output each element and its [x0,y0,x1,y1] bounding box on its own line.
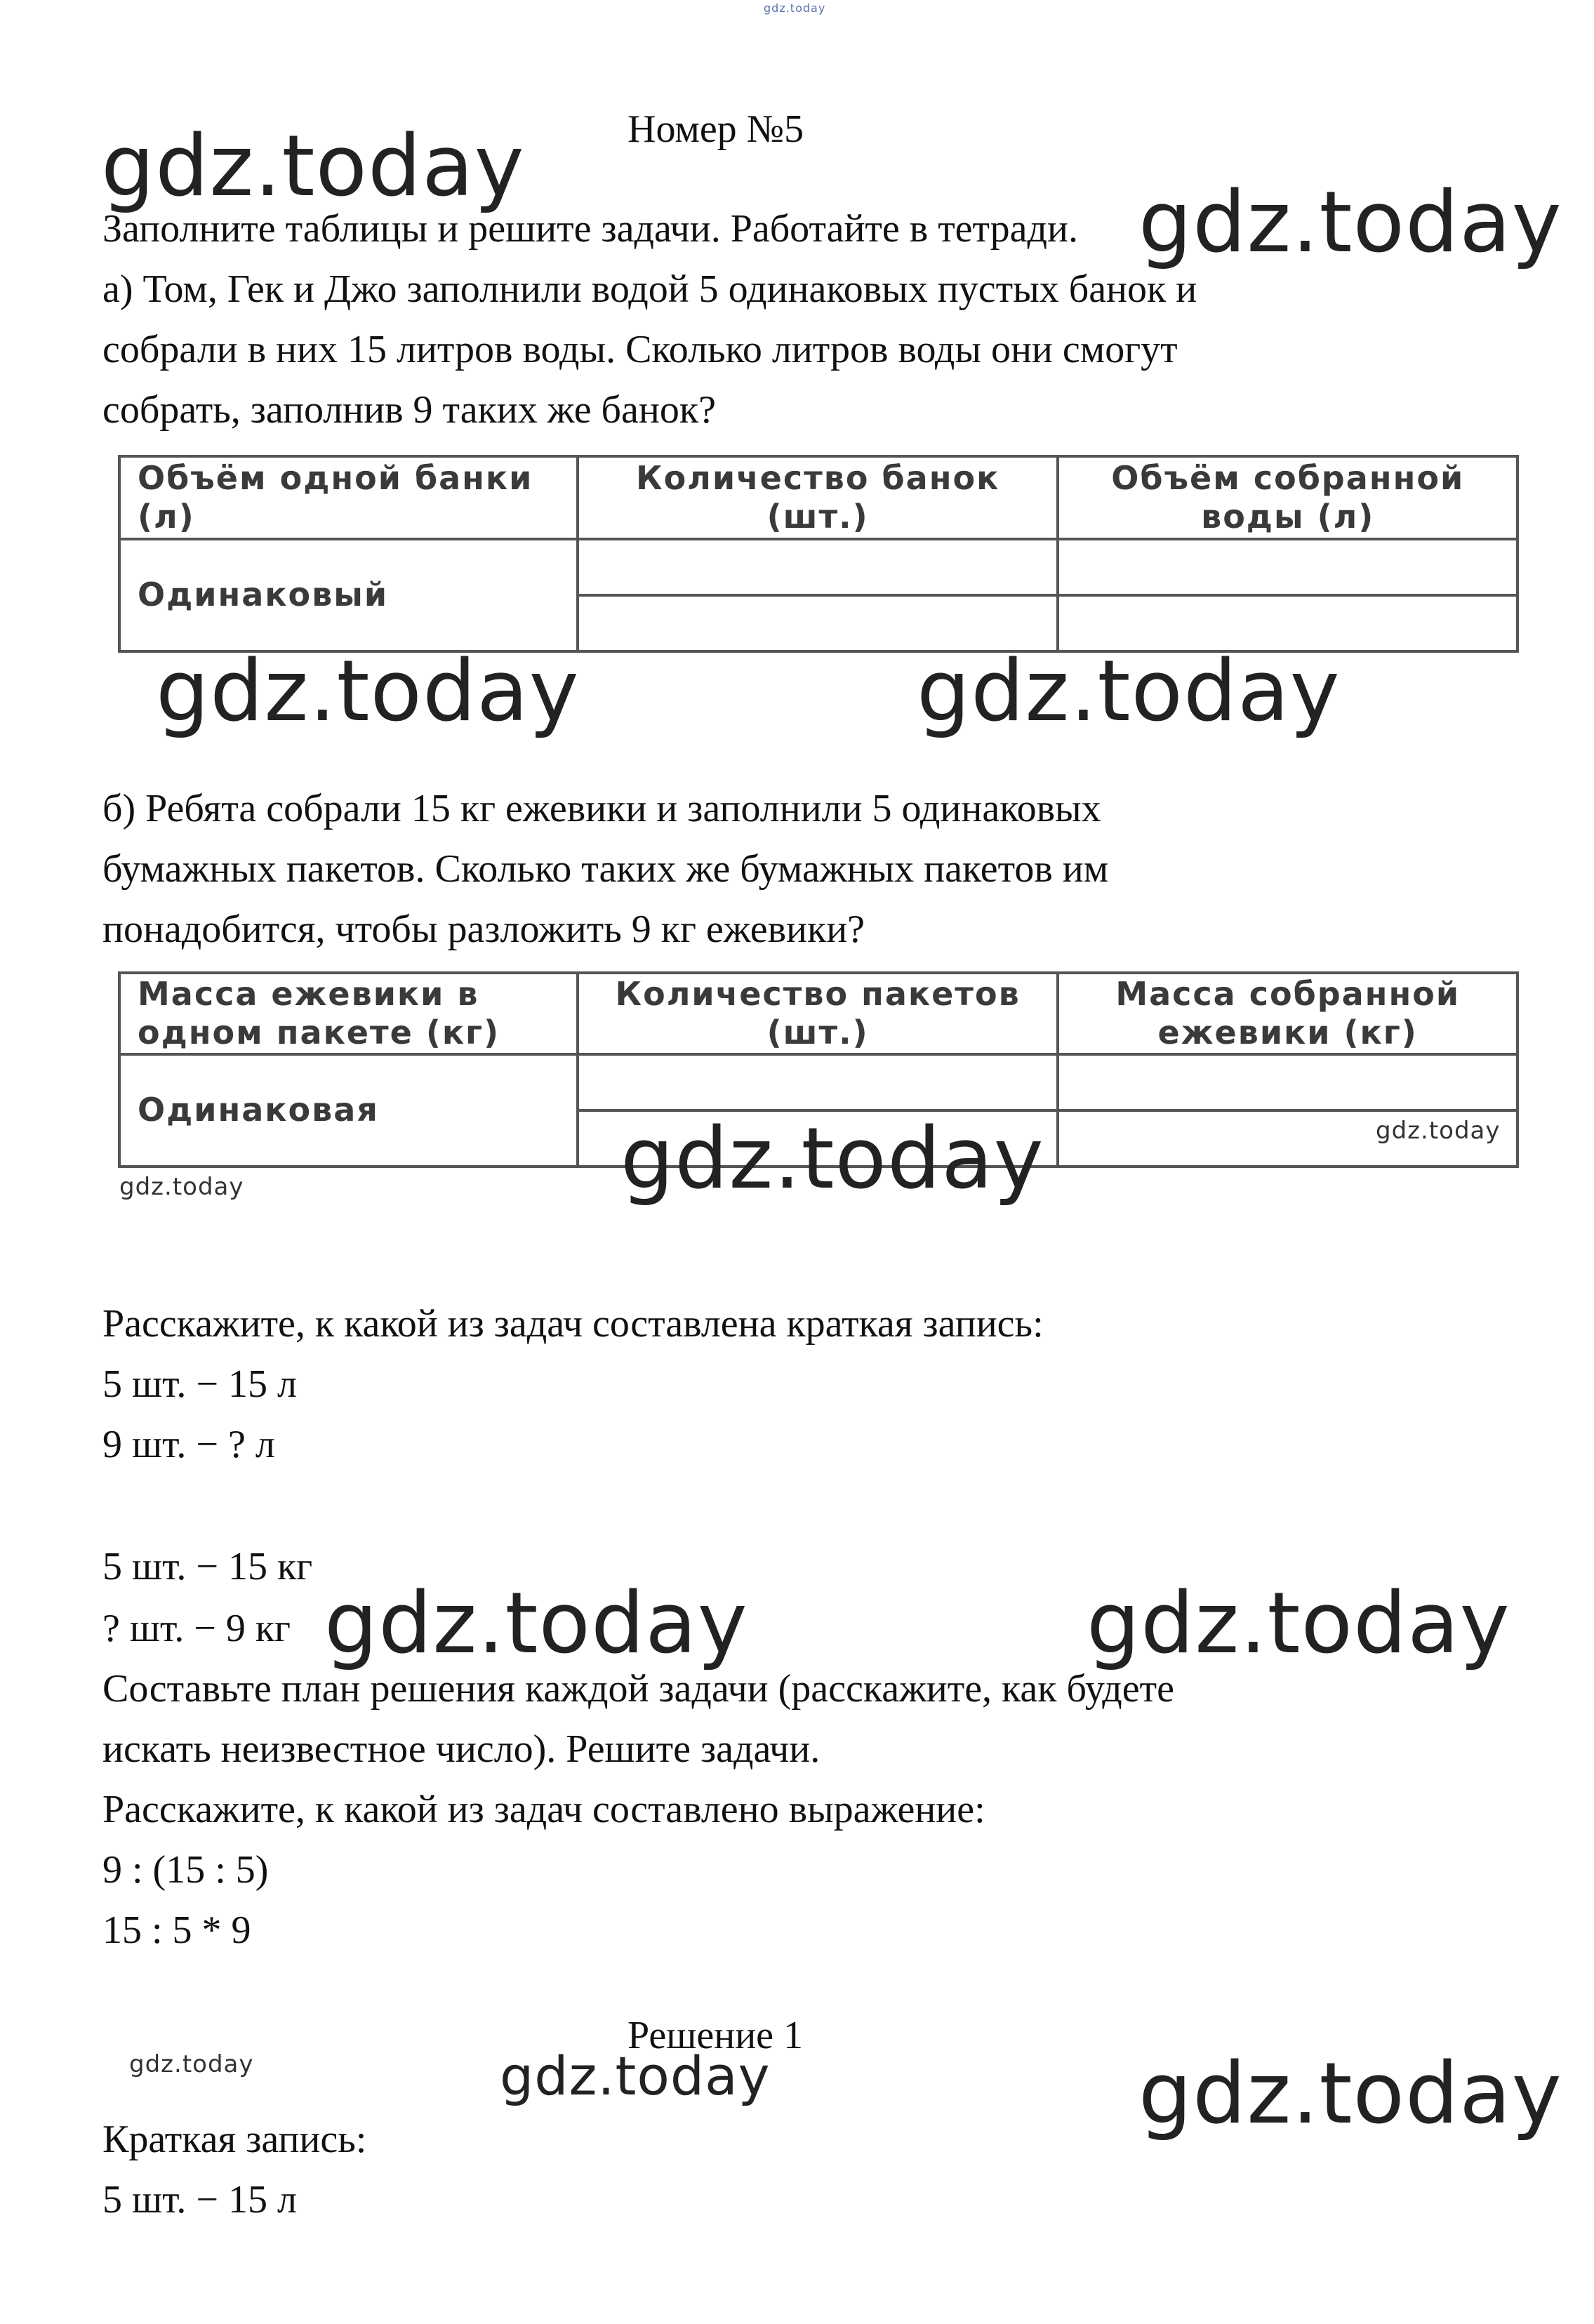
short-record-question: Расскажите, к какой из задач составлена краткая запись: [102,1302,1044,1346]
table-a-header-count: Количество банок (шт.) [578,456,1058,539]
solution-label: Краткая запись: [102,2118,367,2161]
watermark-small: gdz.today [1376,1117,1501,1145]
problem-b-line: понадобится, чтобы разложить 9 кг ежевики? [102,908,865,951]
problem-a-line: а) Том, Гек и Джо заполнили водой 5 одинаковых пустых банок и [102,267,1197,311]
problem-a-line: собрать, заполнив 9 таких же банок? [102,388,716,432]
short-record-2-line: ? шт. − 9 кг [102,1607,291,1650]
watermark-small: gdz.today [129,2050,254,2078]
table-b-header-total-line2: ежевики (кг) [1157,1014,1418,1051]
short-record-1-line: 9 шт. − ? л [102,1423,275,1466]
table-a-row-label: Одинаковый [119,539,578,651]
table-b-header-count: Количество пакетов (шт.) [578,973,1058,1054]
watermark-logo: gdz.today [1138,2045,1562,2143]
table-b-header-total-line1: Масса собранной [1115,974,1461,1013]
watermark-logo: gdz.today [101,118,525,215]
watermark-logo: gdz.today [156,643,580,741]
solution-title: Решение 1 [627,2014,804,2057]
table-b-header-mass-line2: одном пакете (кг) [138,1014,500,1051]
table-a-header-volume: Объём одной банки (л) [119,456,578,539]
expression-question: Расскажите, к какой из задач составлено выражение: [102,1788,985,1831]
watermark-small: gdz.today [119,1173,244,1201]
table-b-header-mass-line1: Масса ежевики в [138,974,479,1013]
watermark-logo: gdz.today [1087,1575,1510,1673]
watermark-logo: gdz.today [500,2045,771,2107]
instruction-text: Заполните таблицы и решите задачи. Работайте в тетради. [102,207,1078,251]
table-a-header-total [1058,456,1517,539]
table-a-header-total-line2: воды (л) [1201,498,1375,536]
problem-a-line: собрали в них 15 литров воды. Сколько литров воды они смогут [102,328,1178,371]
expression-2: 15 : 5 * 9 [102,1908,251,1952]
page-title: Номер №5 [627,107,804,151]
table-a-cell [578,539,1058,595]
table-a-header-total-line1: Объём собранной [1111,458,1465,497]
short-record-2-line: 5 шт. − 15 кг [102,1545,313,1588]
watermark-logo: gdz.today [620,1110,1044,1208]
watermark-tiny: gdz.today [764,1,826,15]
expression-1: 9 : (15 : 5) [102,1848,269,1892]
short-record-1-line: 5 шт. − 15 л [102,1362,297,1406]
table-b-cell [578,1054,1058,1110]
table-b-header-mass [119,973,578,1054]
watermark-logo: gdz.today [1138,174,1562,272]
watermark-logo: gdz.today [324,1575,748,1673]
table-b-header-total [1058,973,1517,1054]
plan-line: искать неизвестное число). Решите задачи. [102,1727,821,1771]
table-problem-a [118,455,1519,653]
problem-b-line: бумажных пакетов. Сколько таких же бумажных пакетов им [102,847,1109,891]
table-a-cell [1058,539,1517,595]
table-b-cell [1058,1054,1517,1110]
plan-line: Составьте план решения каждой задачи (расскажите, как будете [102,1667,1174,1711]
solution-line: 5 шт. − 15 л [102,2178,297,2222]
problem-b-line: б) Ребята собрали 15 кг ежевики и заполнили 5 одинаковых [102,787,1101,830]
watermark-logo: gdz.today [917,643,1341,741]
table-b-row-label: Одинаковая [119,1054,578,1167]
